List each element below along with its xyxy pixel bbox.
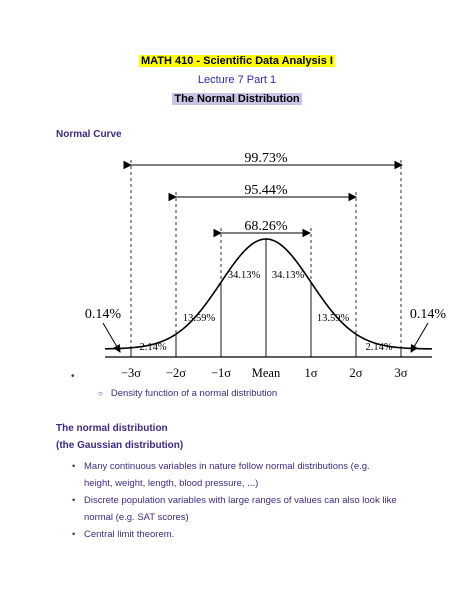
bullet-list: [72, 458, 432, 543]
tick-1sigma: 1σ: [304, 366, 318, 380]
list-item: [72, 526, 432, 543]
gaussian-subheading: (the Gaussian distribution): [56, 440, 184, 451]
bullet-icon: •: [72, 495, 76, 506]
tick-minus-1sigma: −1σ: [210, 366, 232, 380]
list-item-line: Discrete population variables with large ranges of values can also look like: [84, 495, 397, 506]
sigma-solid-lines: [131, 239, 401, 357]
course-title: MATH 410 - Scientific Data Analysis I: [141, 55, 333, 67]
label-right-tail-outer: 0.14%: [409, 307, 447, 322]
list-item: [72, 492, 432, 526]
arrow-right-tail: [411, 323, 428, 352]
caption-circle-icon: ○: [98, 389, 103, 398]
bullet-icon: •: [72, 529, 76, 540]
tick-2sigma: 2σ: [349, 366, 363, 380]
label-9973: 99.73%: [244, 151, 288, 166]
tick-3sigma: 3σ: [394, 366, 408, 380]
figure-caption-item: [98, 388, 277, 399]
tick-mean: Mean: [251, 366, 281, 380]
label-right-tail-inner: 2.14%: [365, 342, 393, 353]
list-item-line: height, weight, length, blood pressure, ...): [84, 478, 259, 489]
normal-curve-heading: Normal Curve: [56, 129, 122, 140]
normal-distribution-heading: The normal distribution: [56, 423, 168, 434]
bell-curve: [105, 239, 432, 349]
label-right-mid: 13.59%: [316, 313, 350, 324]
lecture-subtitle: Lecture 7 Part 1: [197, 74, 277, 86]
bullet-icon: •: [72, 461, 76, 472]
list-item-line: Central limit theorem.: [84, 529, 175, 540]
tick-minus-2sigma: −2σ: [165, 366, 187, 380]
label-left-tail-outer: 0.14%: [84, 307, 122, 322]
list-item-line: Many continuous variables in nature follow normal distributions (e.g.: [84, 461, 370, 472]
label-right-center: 34.13%: [271, 270, 305, 281]
arrow-left-tail: [103, 323, 120, 352]
tick-minus-3sigma: −3σ: [120, 366, 142, 380]
figure-caption: Density function of a normal distribution: [110, 388, 278, 399]
label-9544: 95.44%: [244, 183, 288, 198]
label-left-center: 34.13%: [227, 270, 261, 281]
list-item-line: normal (e.g. SAT scores): [84, 512, 189, 523]
label-left-mid: 13.59%: [182, 313, 216, 324]
label-6826: 68.26%: [244, 219, 288, 234]
topic-title: The Normal Distribution: [174, 93, 300, 105]
label-left-tail-inner: 2.14%: [139, 342, 167, 353]
list-item: [72, 458, 432, 492]
figure-bullet: •: [71, 371, 75, 382]
